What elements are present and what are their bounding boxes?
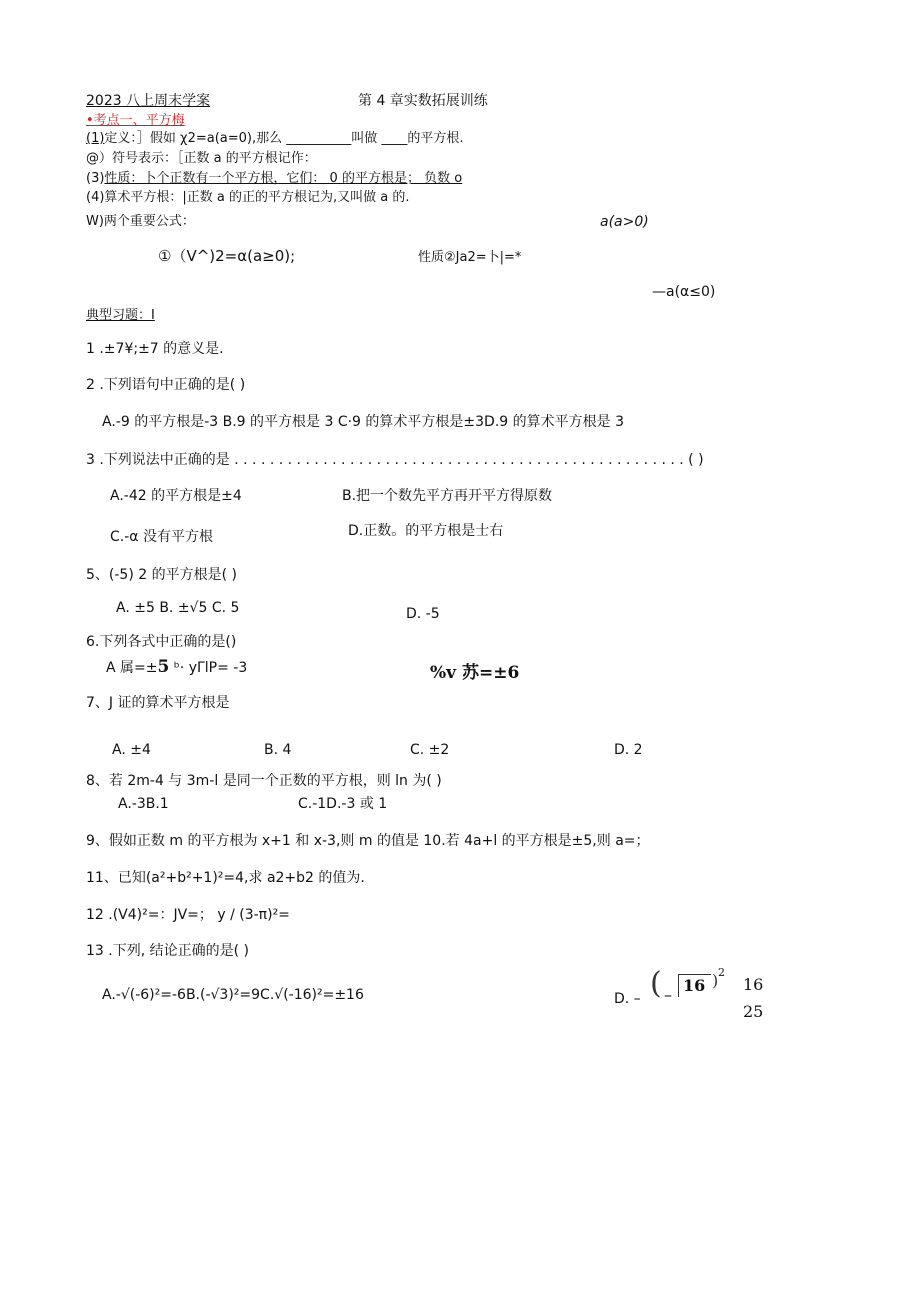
question-13-stem: 13 .下列, 结论正确的是( ) (86, 943, 249, 959)
formula-two: 性质②Ja2=卜|=* (418, 250, 522, 265)
definition-number: (1) (86, 131, 105, 146)
question-6-a-pre: A 属=± (106, 660, 158, 676)
fraction-numerator: 16 (743, 975, 764, 994)
question-3-option-a: A.-42 的平方根是±4 (110, 488, 242, 504)
formulas-label: W)两个重要公式： (86, 214, 195, 229)
exercises-heading: 典型习题：I (86, 308, 155, 323)
question-3-stem: 3 .下列说法中正确的是 . . . . . . . . . . . . . . . . . . . . . . . . . . . . . . . . . . . . . . . . . . . . . . . . . . . ( ) (86, 452, 704, 468)
question-5-options-abc: A. ±5 B. ±√5 C. 5 (116, 600, 240, 616)
question-13-option-d-label: D. – (614, 991, 641, 1007)
question-11: 11、已知(a²+b²+1)²=4,求 a2+b2 的值为. (86, 870, 365, 886)
property-text: 性质：卜个正数有一个平方根，它们： 0 的平方根是； 负数 o (104, 171, 463, 186)
header-title: 2023 八上周末学案 (86, 93, 211, 109)
question-6-options-left (106, 658, 247, 677)
question-6-a-num: 5 (157, 657, 170, 677)
question-7-option-c: C. ±2 (410, 742, 450, 758)
question-3-option-b: B.把一个数先平方再开平方得原数 (342, 488, 553, 504)
question-7-option-a: A. ±4 (112, 742, 151, 758)
question-8-stem: 8、若 2m-4 与 3m-l 是同一个正数的平方根，则 ln 为( ) (86, 773, 442, 789)
question-3-option-d: D.正数。的平方根是士右 (348, 523, 504, 539)
question-6-stem: 6.下列各式中正确的是() (86, 634, 237, 650)
sqrt-box: 16 (678, 974, 711, 997)
case-positive: a(a>0) (600, 214, 649, 230)
arith-root-line: (4)算术平方根：|正数 a 的正的平方根记为,又叫做 a 的. (86, 190, 410, 205)
case-negative: —a(α≤0) (652, 284, 716, 300)
minus-glyph: – (664, 985, 672, 1004)
question-6-a-post: ᵇ· yΓlP= -3 (169, 660, 248, 676)
section-heading: •考点一、平方梅 (86, 113, 185, 128)
question-9-10: 9、假如正数 m 的平方根为 x+1 和 x-3,则 m 的值是 10.若 4a+l 的平方根是±5,则 a=； (86, 833, 650, 849)
question-12: 12 .(V4)²=：JV=； y / (3-π)²= (86, 907, 290, 923)
question-7-option-d: D. 2 (614, 742, 643, 758)
fraction-denominator: 25 (743, 1002, 764, 1021)
property-number: (3) (86, 171, 105, 186)
question-1: 1 .±7¥;±7 的意义是. (86, 341, 224, 357)
right-paren-glyph: ) (712, 971, 719, 990)
question-7-option-b: B. 4 (264, 742, 292, 758)
question-2-stem: 2 .下列语句中正确的是( ) (86, 377, 246, 393)
chapter-title: 第 4 章实数拓展训练 (358, 93, 488, 109)
formula-one: ①（V^)2=α(a≥0); (158, 247, 296, 265)
question-13-options-abc: A.-√(-6)²=-6B.(-√3)²=9C.√(-16)²=±16 (102, 987, 364, 1003)
definition-line (86, 130, 464, 148)
question-5-option-d: D. -5 (406, 606, 440, 622)
left-paren-glyph: ( (650, 966, 662, 1001)
definition-text: 定义：］假如 χ2=a(a=0),那么 __________叫做 ____的平方根. (104, 131, 464, 146)
question-8-options-ab: A.-3B.1 (118, 796, 169, 812)
question-7-stem: 7、J 证的算术平方根是 (86, 695, 230, 711)
question-5-stem: 5、(-5) 2 的平方根是( ) (86, 567, 237, 583)
symbol-line: @）符号表示：［正数 a 的平方根记作： (86, 151, 317, 166)
question-6-options-right: %v 苏=±6 (430, 663, 520, 683)
exponent: 2 (718, 966, 725, 979)
question-8-options-cd: C.-1D.-3 或 1 (298, 796, 388, 812)
property-line (86, 170, 462, 188)
question-3-option-c: C.-α 没有平方根 (110, 529, 213, 545)
question-2-options: A.-9 的平方根是-3 B.9 的平方根是 3 C·9 的算术平方根是±3D.9 的算术平方根是 3 (102, 414, 624, 430)
